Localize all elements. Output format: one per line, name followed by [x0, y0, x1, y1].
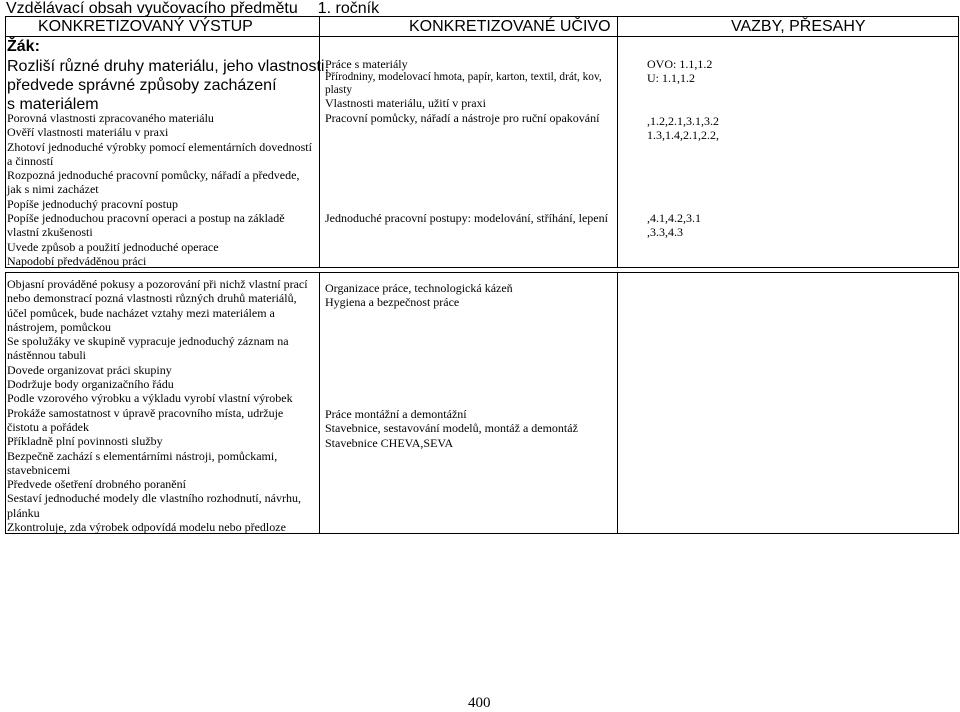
curriculum-table-bottom — [5, 272, 959, 534]
output-item: vlastní zkušenosti — [7, 225, 93, 240]
output-item: Objasní prováděné pokusy a pozorování při nichž vlastní prací — [7, 277, 308, 291]
column-divider-1 — [319, 17, 320, 267]
curriculum-table-top — [5, 16, 959, 268]
output-item: Napodobí předváděnou práci — [7, 253, 147, 268]
curriculum-bottom-a — [325, 281, 513, 310]
outputs-bottom-list — [7, 277, 308, 534]
curriculum-item: plasty — [325, 83, 352, 96]
output-item: účel pomůcek, bude nacházet vztahy mezi materiálem a — [7, 305, 275, 320]
output-item: Uvede způsob a použití jednoduché operace — [7, 239, 219, 254]
title-subject: Vzdělávací obsah vyučovacího předmětu — [6, 0, 298, 17]
curriculum-item: Práce s materiály — [325, 57, 408, 71]
curriculum-top-a — [325, 57, 602, 125]
header-curriculum: KONKRETIZOVANÉ UČIVO — [409, 18, 611, 35]
curriculum-item: Vlastnosti materiálu, užití v praxi — [325, 96, 486, 111]
output-item: nástěnnou tabuli — [7, 348, 86, 363]
curriculum-item: Organizace práce, technologická kázeň — [325, 281, 513, 295]
output-item: Rozpozná jednoduché pracovní pomůcky, nářadí a předvede, — [7, 168, 300, 183]
output-item: a činností — [7, 153, 54, 168]
output-item: Zkontroluje, zda výrobek odpovídá modelu nebo předloze — [7, 520, 286, 535]
output-item: Porovná vlastnosti zpracovaného materiálu — [7, 111, 214, 125]
output-item: nebo demonstrací pozná vlastnosti různých druhů materiálů, — [7, 291, 297, 306]
output-item: Ověří vlastnosti materiálu v praxi — [7, 125, 169, 140]
column-divider-1 — [319, 273, 320, 533]
page-number: 400 — [468, 695, 491, 711]
output-item: Sestaví jednoduché modely dle vlastního rozhodnutí, návrhu, — [7, 491, 301, 506]
output-item: Předvede ošetření drobného poranění — [7, 477, 186, 492]
output-item: Dovede organizovat práci skupiny — [7, 362, 172, 377]
curriculum-top-b — [325, 211, 608, 225]
curriculum-item: Stavebnice CHEVA,SEVA — [325, 435, 454, 450]
header-links: VAZBY, PŘESAHY — [731, 18, 866, 35]
output-item: Bezpečně zachází s elementárními nástroji, pomůckami, — [7, 448, 278, 463]
column-divider-2 — [617, 273, 618, 533]
curriculum-item: Pracovní pomůcky, nářadí a nástroje pro ruční opakování — [325, 110, 600, 125]
link-code: ,4.1,4.2,3.1 — [647, 211, 701, 225]
link-code: ,3.3,4.3 — [647, 225, 683, 240]
curriculum-item: Přírodniny, modelovací hmota, papír, karton, textil, drát, kov, — [325, 71, 602, 84]
links-top-b — [647, 114, 719, 143]
output-item: čistotu a pořádek — [7, 419, 89, 434]
output-item: Popíše jednoduchou pracovní operaci a postup na základě — [7, 211, 285, 226]
curriculum-item: Jednoduché pracovní postupy: modelování, stříhání, lepení — [325, 211, 608, 225]
links-top-a — [647, 57, 712, 86]
links-top-c — [647, 211, 701, 240]
curriculum-bottom-b — [325, 407, 578, 450]
output-item: plánku — [7, 505, 40, 520]
output-item: Zhotoví jednoduché výrobky pomocí elementárních dovedností — [7, 139, 312, 154]
curriculum-item: Stavebnice, sestavování modelů, montáž a demontáž — [325, 421, 578, 436]
link-code: U: 1.1,1.2 — [647, 71, 695, 86]
output-item: Prokáže samostatnost v úpravě pracovního místa, udržuje — [7, 405, 284, 420]
output-item: Příkladně plní povinnosti služby — [7, 434, 163, 449]
output-main-line: s materiálem — [7, 96, 99, 113]
output-item: nástrojem, pomůckou — [7, 319, 111, 334]
link-code: ,1.2,2.1,3.1,3.2 — [647, 114, 719, 128]
curriculum-item: Hygiena a bezpečnost práce — [325, 295, 460, 310]
output-main-line: Rozliší různé druhy materiálu, jeho vlastnosti, — [7, 58, 329, 75]
output-item: jak s nimi zacházet — [7, 182, 99, 197]
header-output: KONKRETIZOVANÝ VÝSTUP — [38, 18, 253, 35]
output-item: Podle vzorového výrobku a výkladu vyrobí vlastní výrobek — [7, 391, 293, 406]
output-item: Se spolužáky ve skupině vypracuje jednoduchý záznam na — [7, 334, 289, 349]
title-grade: 1. ročník — [317, 0, 380, 17]
link-code: 1.3,1.4,2.1,2.2, — [647, 128, 719, 143]
output-item: Dodržuje body organizačního řádu — [7, 377, 174, 392]
output-item: stavebnicemi — [7, 462, 71, 477]
pupil-label: Žák: — [7, 38, 40, 55]
outputs-top-list — [7, 111, 312, 268]
column-divider-2 — [617, 17, 618, 267]
output-main-line: předvede správné způsoby zacházení — [7, 77, 277, 94]
output-item: Popíše jednoduchý pracovní postup — [7, 196, 178, 211]
link-code: OVO: 1.1,1.2 — [647, 57, 713, 71]
outputs-main — [7, 57, 329, 114]
header-divider — [6, 36, 958, 37]
curriculum-item: Práce montážní a demontážní — [325, 407, 467, 421]
